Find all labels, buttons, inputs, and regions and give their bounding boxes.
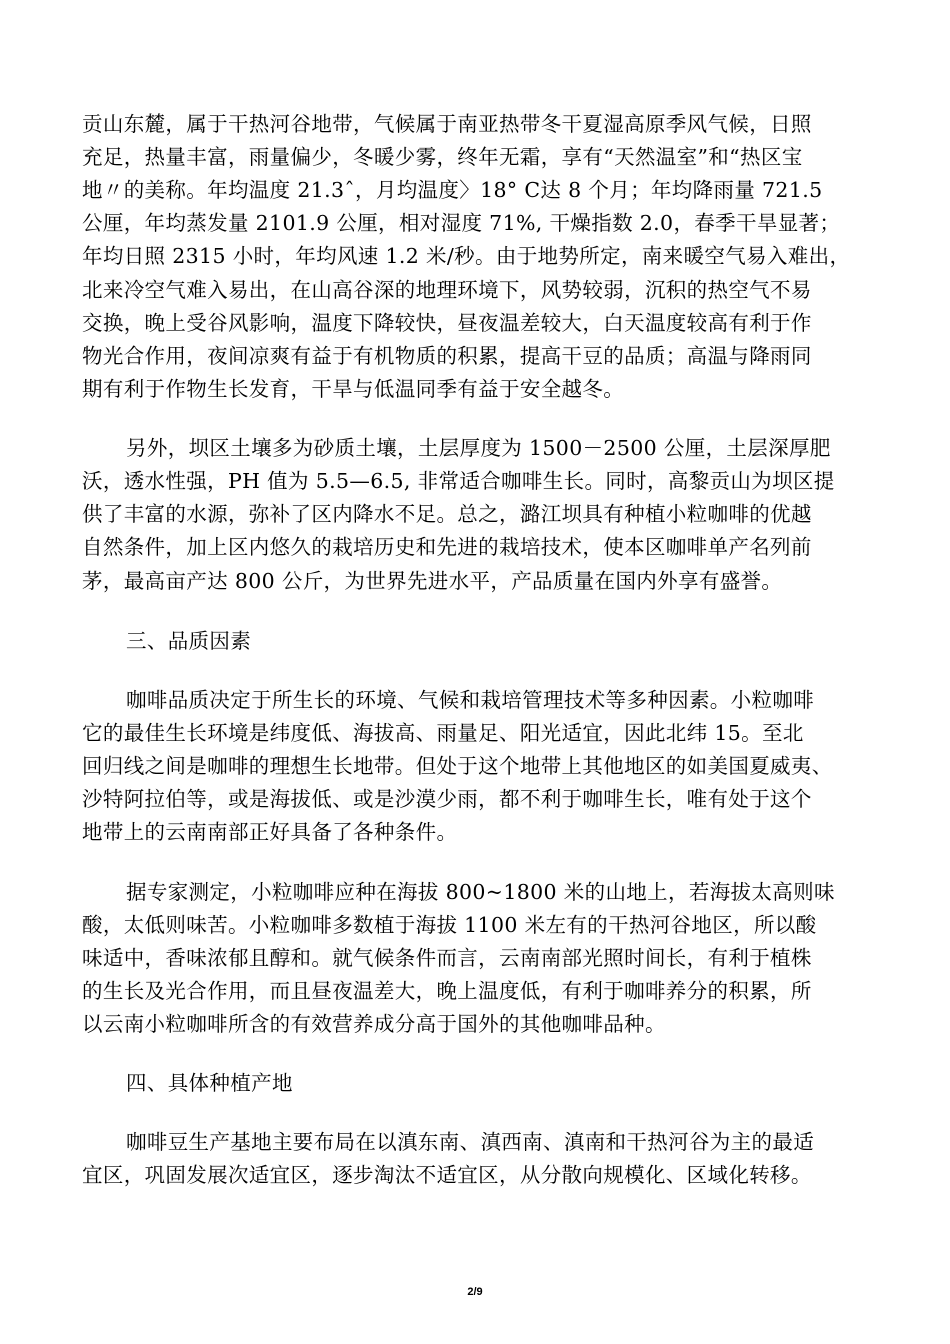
text-line: 自然条件，加上区内悠久的栽培历史和先进的栽培技术，使本区咖啡单产名列前 <box>82 535 812 559</box>
text-line: 交换，晚上受谷风影响，温度下降较快，昼夜温差较大，白天温度较高有利于作 <box>82 311 812 335</box>
text-line: 北来冷空气难入易出，在山高谷深的地理环境下，风势较弱，沉积的热空气不易 <box>82 278 812 302</box>
text-line: 回归线之间是咖啡的理想生长地带。但处于这个地带上其他地区的如美国夏威夷、 <box>82 754 833 778</box>
text-line: 咖啡豆生产基地主要布局在以滇东南、滇西南、滇南和干热河谷为主的最适 <box>126 1130 815 1154</box>
text-line: 以云南小粒咖啡所含的有效营养成分高于国外的其他咖啡品种。 <box>82 1012 666 1036</box>
text-line: 它的最佳生长环境是纬度低、海拔高、雨量足、阳光适宜，因此北纬 15。至北 <box>82 721 804 745</box>
page-number: 2/9 <box>467 1286 483 1298</box>
text-line: 公厘，年均蒸发量 2101.9 公厘，相对湿度 71%, 干燥指数 2.0，春季干旱显著； <box>82 211 841 235</box>
text-line: 宜区，巩固发展次适宜区，逐步淘汰不适宜区，从分散向规模化、区域化转移。 <box>82 1163 812 1187</box>
text-line: 沙特阿拉伯等，或是海拔低、或是沙漠少雨，都不利于咖啡生长，唯有处于这个 <box>82 787 812 811</box>
section-heading-quality: 三、品质因素 <box>126 629 252 653</box>
text-line: 地〃的美称。年均温度 21.3ˆ，月均温度〉18° C达 8 个月；年均降雨量 721.5 <box>82 178 823 202</box>
text-line: 据专家测定，小粒咖啡应种在海拔 800~1800 米的山地上，若海拔太高则味 <box>126 880 835 904</box>
text-line: 期有利于作物生长发育，干旱与低温同季有益于安全越冬。 <box>82 377 625 401</box>
text-line: 酸，太低则味苦。小粒咖啡多数植于海拔 1100 米左有的干热河谷地区，所以酸 <box>82 913 817 937</box>
section-heading-production: 四、具体种植产地 <box>126 1071 293 1095</box>
text-line: 供了丰富的水源，弥补了区内降水不足。总之，潞江坝具有种植小粒咖啡的优越 <box>82 502 812 526</box>
text-line: 茅，最高亩产达 800 公斤，为世界先进水平，产品质量在国内外享有盛誉。 <box>82 569 783 593</box>
text-line: 的生长及光合作用，而且昼夜温差大，晚上温度低，有利于咖啡养分的积累，所 <box>82 979 812 1003</box>
text-line: 味适中，香味浓郁且醇和。就气候条件而言，云南南部光照时间长，有利于植株 <box>82 946 812 970</box>
text-line: 咖啡品质决定于所生长的环境、气候和栽培管理技术等多种因素。小粒咖啡 <box>126 688 815 712</box>
text-line: 充足，热量丰富，雨量偏少，冬暖少雾，终年无霜，享有“天然温室”和“热区宝 <box>82 145 803 169</box>
text-line: 年均日照 2315 小时，年均风速 1.2 米/秒。由于地势所定，南来暖空气易入难出， <box>82 244 851 268</box>
text-line: 物光合作用，夜间凉爽有益于有机物质的积累，提高干豆的品质；高温与降雨同 <box>82 344 812 368</box>
text-line: 贡山东麓，属于干热河谷地带，气候属于南亚热带冬干夏湿高原季风气候，日照 <box>82 112 812 136</box>
text-line: 地带上的云南南部正好具备了各种条件。 <box>82 820 458 844</box>
text-line: 另外，坝区土壤多为砂质土壤，土层厚度为 1500－2500 公厘，土层深厚肥 <box>126 436 831 460</box>
text-line: 沃，透水性强，PH 值为 5.5—6.5, 非常适合咖啡生长。同时，高黎贡山为坝区提 <box>82 469 835 493</box>
